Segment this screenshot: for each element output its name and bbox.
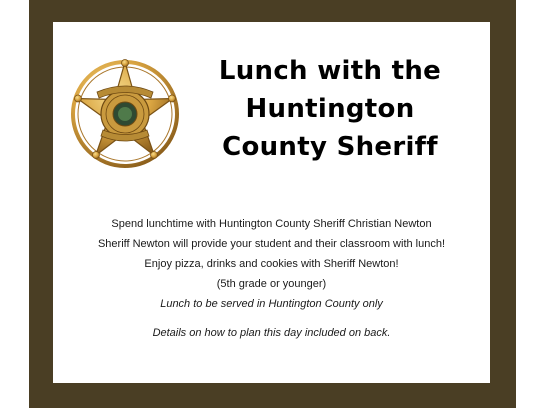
title-line-1: Lunch with the bbox=[218, 56, 442, 86]
sheriff-star-badge-icon bbox=[69, 58, 181, 170]
body-line-1: Spend lunchtime with Huntington County Sheriff Christian Newton bbox=[111, 218, 432, 230]
title-line-2: Huntington bbox=[245, 94, 415, 124]
body-line-6: Details on how to plan this day included on back. bbox=[152, 327, 391, 339]
title-line-3: County Sheriff bbox=[222, 132, 438, 162]
flyer-title bbox=[185, 52, 475, 166]
body-line-2: Sheriff Newton will provide your student and their classroom with lunch! bbox=[97, 238, 446, 250]
body-line-3: Enjoy pizza, drinks and cookies with Sheriff Newton! bbox=[144, 258, 399, 270]
body-line-5: Lunch to be served in Huntington County only bbox=[160, 298, 383, 310]
body-line-4: (5th grade or younger) bbox=[216, 278, 327, 290]
flyer-body bbox=[53, 214, 490, 343]
flyer-card bbox=[53, 22, 490, 383]
